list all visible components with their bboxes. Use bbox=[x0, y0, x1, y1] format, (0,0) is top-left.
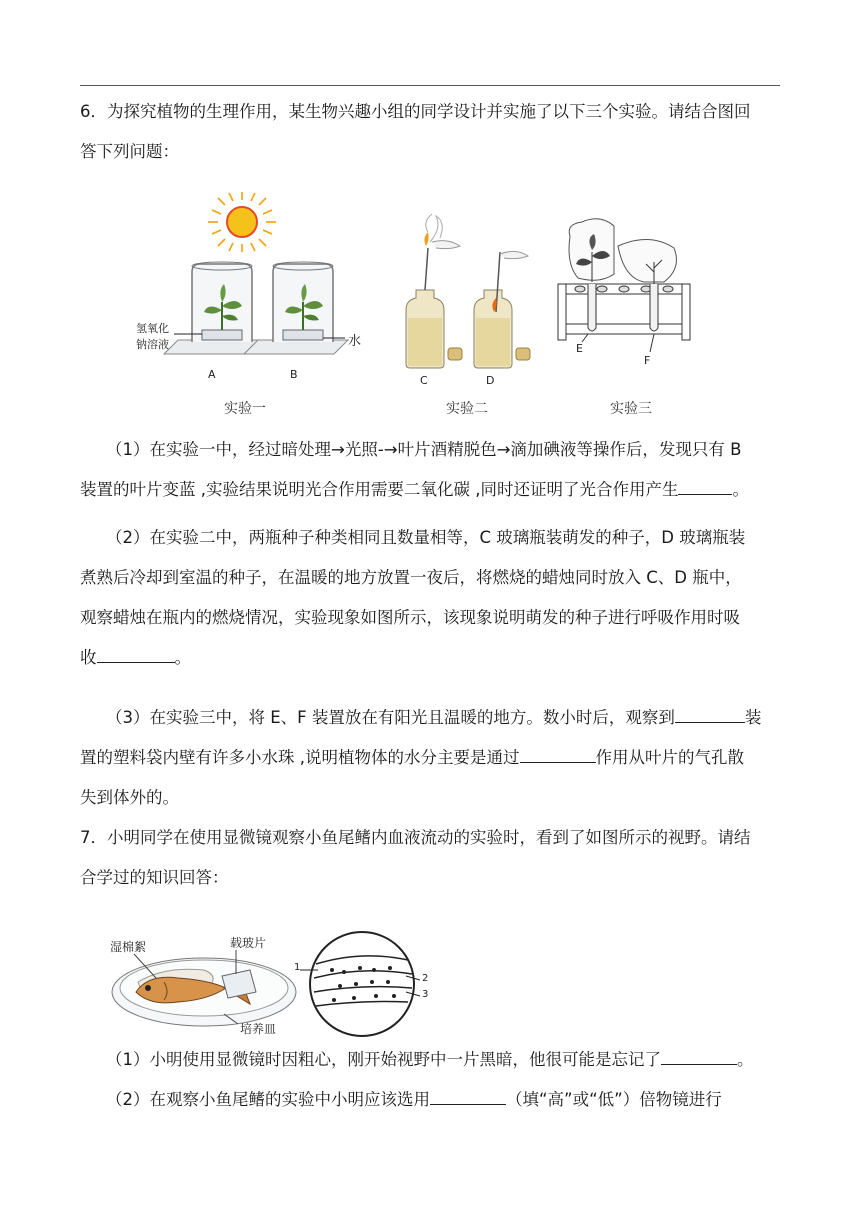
naoh-label-line-2: 钠溶液 bbox=[136, 338, 169, 351]
cotton-label: 湿棉絮 bbox=[110, 940, 147, 954]
experiment-1-caption: 实验一 bbox=[224, 401, 266, 417]
q6-p1-end: 。 bbox=[732, 480, 749, 499]
q6-p3-line-3: 失到体外的。 bbox=[80, 788, 179, 807]
naoh-label-line-1: 氢氧化 bbox=[136, 322, 169, 335]
q6-p2-line-3: 观察蜡烛在瓶内的燃烧情况，实验现象如图所示，该现象说明萌发的种子进行呼吸作用时吸 bbox=[80, 608, 740, 627]
q6-p3-text-1: （3）在实验三中，将 E、F 装置放在有阳光且温暖的地方。数小时后，观察到 bbox=[106, 708, 675, 727]
experiment-3-caption: 实验三 bbox=[610, 401, 652, 417]
experiment-illustration bbox=[130, 192, 710, 424]
q6-p3-line-1 bbox=[80, 702, 786, 734]
label-f: F bbox=[644, 354, 651, 367]
q7-p2-text: （2）在观察小鱼尾鳍的实验中小明应该选用 bbox=[106, 1090, 430, 1109]
slide-label: 载玻片 bbox=[230, 936, 267, 950]
dish-label: 培养皿 bbox=[240, 1022, 277, 1036]
q6-p2-line-2: 煮熟后冷却到室温的种子，在温暖的地方放置一夜后，将燃烧的蜡烛同时放入 C、D 瓶中， bbox=[80, 568, 742, 587]
q7-p1-end: 。 bbox=[737, 1050, 754, 1069]
label-e: E bbox=[576, 342, 583, 355]
bell-jar-b bbox=[244, 262, 348, 354]
test-tube-rack bbox=[558, 219, 690, 352]
q6-p2-line-1: （2）在实验二中，两瓶种子种类相同且数量相等，C 玻璃瓶装萌发的种子，D 玻璃瓶装 bbox=[106, 528, 746, 547]
microscope-field-of-view bbox=[300, 932, 420, 1036]
bottle-c bbox=[406, 214, 462, 368]
answer-blank-7-1[interactable] bbox=[661, 1048, 737, 1065]
label-b: B bbox=[290, 368, 298, 381]
experiment-2-caption: 实验二 bbox=[446, 401, 488, 417]
q6-p1-line-1: （1）在实验一中，经过暗处理→光照-→叶片酒精脱色→滴加碘液等操作后，发现只有 B bbox=[106, 440, 742, 459]
answer-blank-7-2[interactable] bbox=[430, 1088, 506, 1105]
q6-intro-line-2: 答下列问题： bbox=[80, 142, 179, 161]
q7-intro-line-1: 7．小明同学在使用显微镜观察小鱼尾鳍内血液流动的实验时，看到了如图所示的视野。请结 bbox=[80, 828, 751, 847]
q7-p2-end: （填“高”或“低”）倍物镜进行 bbox=[506, 1090, 722, 1109]
q7-p2-line-1 bbox=[80, 1084, 786, 1116]
answer-blank-6-1[interactable] bbox=[678, 478, 732, 495]
q7-part-1 bbox=[80, 1044, 786, 1076]
q6-p2-line-4 bbox=[80, 642, 786, 674]
field-label-2: 2 bbox=[422, 973, 429, 984]
bell-jar-a bbox=[164, 262, 268, 354]
bottle-d bbox=[474, 251, 530, 368]
answer-blank-6-4[interactable] bbox=[520, 746, 596, 763]
q6-p1-text-2: 装置的叶片变蓝 ,实验结果说明光合作用需要二氧化碳 ,同时还证明了光合作用产生 bbox=[80, 480, 679, 499]
q7-p1-text: （1）小明使用显微镜时因粗心，刚开始视野中一片黑暗，他很可能是忘记了 bbox=[106, 1050, 661, 1069]
q7-microscope-figure bbox=[104, 930, 434, 1040]
water-label: 水 bbox=[348, 334, 362, 349]
header-rule bbox=[80, 85, 780, 86]
field-label-1: 1 bbox=[294, 962, 301, 973]
q6-p3-text-2b: 作用从叶片的气孔散 bbox=[595, 748, 744, 767]
label-a: A bbox=[208, 368, 216, 381]
q6-experiment-figure bbox=[130, 192, 710, 424]
label-d: D bbox=[486, 374, 495, 387]
q7-intro-line-2: 合学过的知识回答： bbox=[80, 868, 229, 887]
q6-part-3 bbox=[80, 702, 786, 814]
q6-intro bbox=[80, 96, 786, 168]
q7-intro bbox=[80, 822, 786, 894]
answer-blank-6-3[interactable] bbox=[675, 706, 745, 723]
field-label-3: 3 bbox=[422, 989, 429, 1000]
q6-p3-text-1b: 装 bbox=[744, 708, 762, 727]
q6-p3-text-2: 置的塑料袋内壁有许多小水珠 ,说明植物体的水分主要是通过 bbox=[80, 748, 520, 767]
q7-p1-line-1 bbox=[80, 1044, 786, 1076]
answer-blank-6-2[interactable] bbox=[97, 646, 175, 663]
q6-p3-line-2 bbox=[80, 742, 786, 774]
label-c: C bbox=[420, 374, 428, 387]
sun-icon bbox=[208, 192, 276, 252]
q6-p2-end: 。 bbox=[174, 648, 191, 667]
q6-intro-line-1: 6．为探究植物的生理作用，某生物兴趣小组的同学设计并实施了以下三个实验。请结合图回 bbox=[80, 102, 751, 121]
q6-p1-line-2 bbox=[80, 474, 786, 506]
q7-part-2 bbox=[80, 1084, 786, 1116]
q6-p2-text-4: 收 bbox=[80, 648, 97, 667]
q6-part-1 bbox=[80, 434, 786, 506]
q6-part-2 bbox=[80, 522, 786, 674]
